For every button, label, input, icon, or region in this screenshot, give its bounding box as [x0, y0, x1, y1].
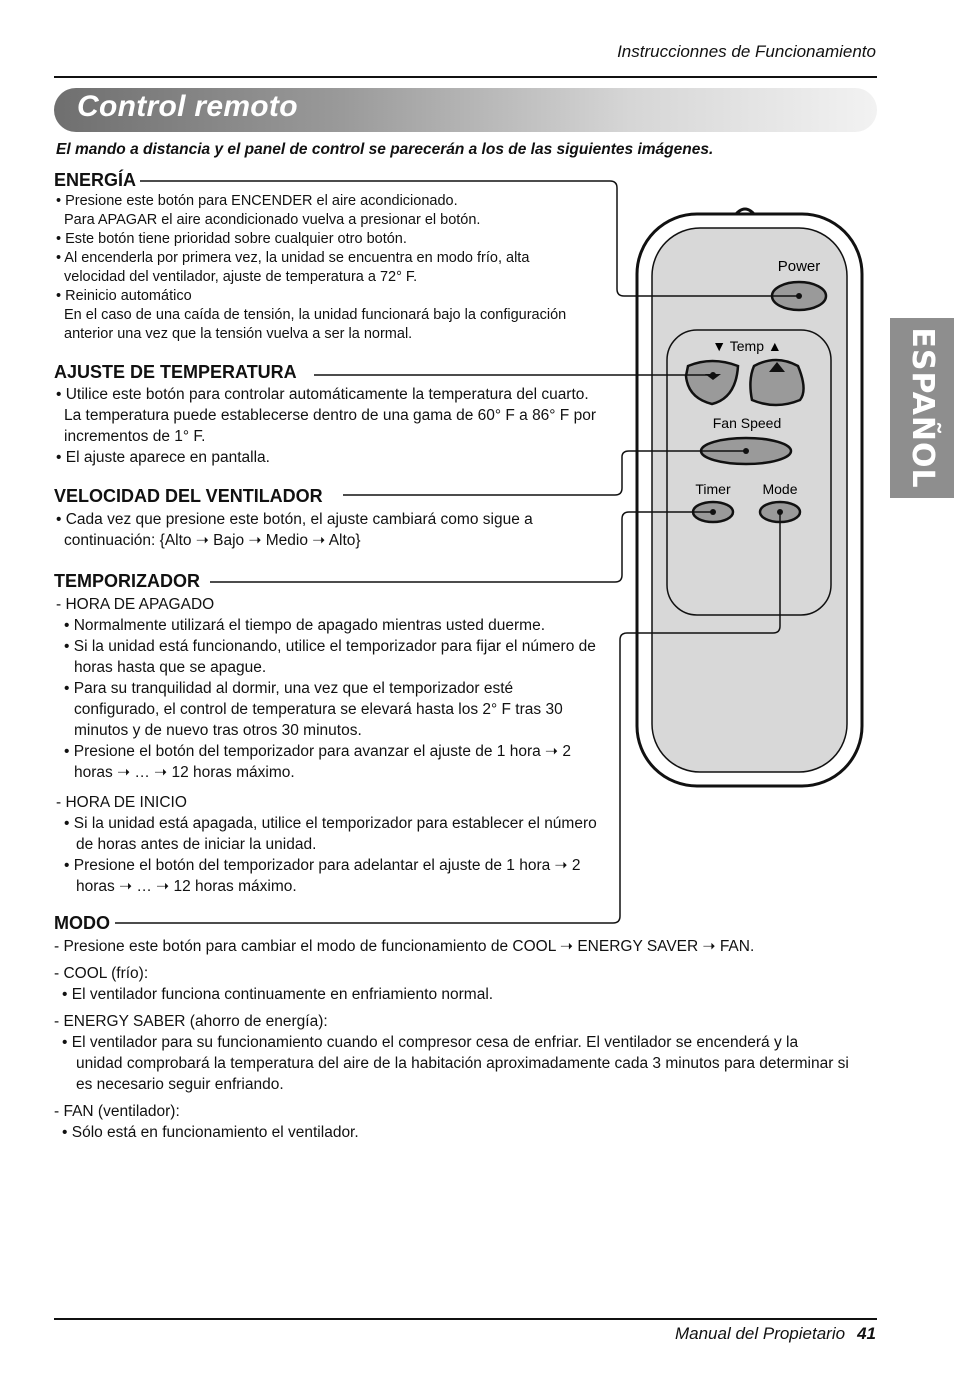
temporizador-line: - HORA DE INICIO	[56, 794, 187, 811]
modo-line: - COOL (frío):	[54, 965, 149, 982]
temporizador-line: de horas antes de iniciar la unidad.	[76, 836, 317, 853]
bottom-rule	[54, 1318, 877, 1320]
energia-line: Para APAGAR el aire acondicionado vuelva a presionar el botón.	[64, 212, 481, 228]
temperatura-line: • Utilice este botón para controlar automáticamente la temperatura del cuarto.	[56, 386, 589, 403]
modo-line: • Sólo está en funcionamiento el ventilador.	[62, 1124, 359, 1141]
temporizador-line: horas ➝ … ➝ 12 horas máximo.	[74, 764, 295, 781]
modo-line: unidad comprobará la temperatura del aire de la habitación aproximadamente cada 3 minutos para determinar si	[76, 1055, 849, 1072]
section-title: Control remoto	[77, 90, 298, 123]
energia-line: En el caso de una caída de tensión, la unidad funcionará bajo la configuración	[64, 307, 567, 323]
modo-line: • El ventilador para su funcionamiento cuando el compresor cesa de enfriar. El ventilador se encenderá y la	[62, 1034, 799, 1051]
temperatura-heading: AJUSTE DE TEMPERATURA	[54, 362, 301, 383]
temperatura-line: incrementos de 1° F.	[64, 428, 206, 445]
ventilador-line: • Cada vez que presione este botón, el ajuste cambiará como sigue a	[56, 511, 533, 528]
temp-label: ▼ Temp ▲	[712, 338, 782, 354]
temporizador-line: • Si la unidad está apagada, utilice el temporizador para establecer el número	[64, 815, 597, 832]
energia-heading: ENERGÍA	[54, 170, 140, 191]
temporizador-body	[56, 594, 596, 783]
ventilador-body	[56, 509, 533, 551]
power-label: Power	[777, 258, 821, 275]
modo-line: es necesario seguir enfriando.	[76, 1076, 284, 1093]
energia-line: • Presione este botón para ENCENDER el aire acondicionado.	[56, 193, 458, 209]
temporizador-heading: TEMPORIZADOR	[54, 571, 204, 592]
modo-body	[54, 936, 849, 1143]
intro-text: El mando a distancia y el panel de control se parecerán a los de las siguientes imágenes.	[56, 141, 714, 158]
running-header: Instruccionnes de Funcionamiento	[617, 42, 876, 61]
energia-line: • Reinicio automático	[56, 288, 192, 304]
temporizador-line: • Si la unidad está funcionando, utilice el temporizador para fijar el número de	[64, 638, 596, 655]
temperatura-body	[56, 384, 596, 468]
temporizador-line: • Presione el botón del temporizador para avanzar el ajuste de 1 hora ➝ 2	[64, 743, 571, 760]
modo-line: - FAN (ventilador):	[54, 1103, 180, 1120]
footer	[675, 1324, 876, 1344]
temporizador-body-b	[56, 792, 597, 897]
temporizador-line: • Presione el botón del temporizador para adelantar el ajuste de 1 hora ➝ 2	[64, 857, 581, 874]
temporizador-line: • Para su tranquilidad al dormir, una vez que el temporizador esté	[64, 680, 514, 697]
fan-speed-label: Fan Speed	[712, 415, 782, 431]
mode-label: Mode	[762, 481, 798, 497]
ventilador-heading: VELOCIDAD DEL VENTILADOR	[54, 486, 327, 507]
energia-line: • Este botón tiene prioridad sobre cualquier otro botón.	[56, 231, 407, 247]
temporizador-line: • Normalmente utilizará el tiempo de apagado mientras usted duerme.	[64, 617, 546, 634]
temporizador-line: - HORA DE APAGADO	[56, 596, 215, 613]
modo-line: • El ventilador funciona continuamente en enfriamiento normal.	[62, 986, 494, 1003]
page-number: 41	[857, 1324, 876, 1343]
modo-heading: MODO	[54, 913, 114, 934]
footer-text: Manual del Propietario	[674, 1324, 846, 1343]
energia-line: • Al encenderla por primera vez, la unidad se encuentra en modo frío, alta	[56, 250, 530, 266]
modo-line: - Presione este botón para cambiar el modo de funcionamiento de COOL ➝ ENERGY SAVER ➝ FAN.	[54, 938, 755, 955]
temperatura-line: La temperatura puede establecerse dentro de una gama de 60° F a 86° F por	[64, 407, 596, 424]
energia-body	[56, 192, 566, 344]
temporizador-line: horas ➝ … ➝ 12 horas máximo.	[76, 878, 297, 895]
temporizador-line: configurado, el control de temperatura se elevará hasta los 2° F tras 30	[74, 701, 563, 718]
ventilador-line: continuación: {Alto ➝ Bajo ➝ Medio ➝ Alto}	[64, 532, 361, 549]
energia-line: velocidad del ventilador, ajuste de temperatura a 72° F.	[64, 269, 418, 285]
temporizador-line: minutos y de nuevo tras otros 30 minutos.	[74, 722, 362, 739]
language-tab-label: ESPAÑOL	[905, 327, 941, 489]
timer-label: Timer	[695, 481, 731, 497]
modo-line: - ENERGY SABER (ahorro de energía):	[54, 1013, 328, 1030]
remote-face	[652, 228, 847, 772]
temporizador-line: horas hasta que se apague.	[74, 659, 267, 676]
energia-line: anterior una vez que la tensión vuelva a ser la normal.	[64, 326, 413, 342]
temperatura-line: • El ajuste aparece en pantalla.	[56, 449, 270, 466]
